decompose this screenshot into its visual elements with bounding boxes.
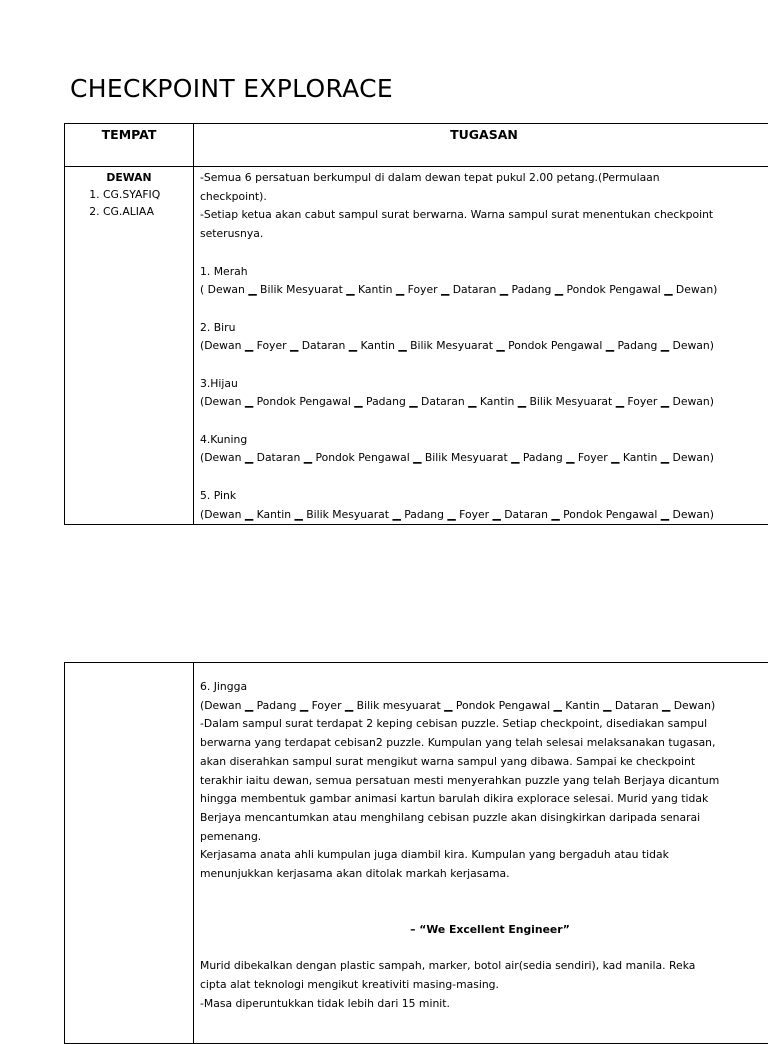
checkpoint-table — [64, 123, 768, 525]
route-label: 1. Merah — [200, 263, 768, 282]
paragraph-line: Berjaya mencantumkan atau menghilang cebisan puzzle akan disingkirkan daripada senarai — [200, 809, 768, 828]
paragraph-line: terakhir iaitu dewan, semua persatuan mesti menyerahkan puzzle yang telah Berjaya dicantum — [200, 772, 768, 791]
tempat-cell-empty — [65, 663, 194, 1044]
table-row — [65, 663, 768, 1044]
intro-line: seterusnya. — [200, 225, 768, 244]
paragraph-line: Kerjasama anata ahli kumpulan juga diambil kira. Kumpulan yang bergaduh atau tidak — [200, 846, 768, 865]
header-tempat: TEMPAT — [65, 124, 194, 167]
tempat-name: DEWAN — [65, 170, 193, 186]
intro-line: -Setiap ketua akan cabut sampul surat berwarna. Warna sampul surat menentukan checkpoint — [200, 206, 768, 225]
route-label: 6. Jingga — [200, 678, 768, 697]
person-item: 1. CG.SYAFIQ — [103, 186, 193, 203]
route-path: (Dewan ▁ Pondok Pengawal ▁ Padang ▁ Dataran ▁ Kantin ▁ Bilik Mesyuarat ▁ Foyer ▁ Dewan) — [200, 393, 768, 412]
route-path: (Dewan ▁ Padang ▁ Foyer ▁ Bilik mesyuarat ▁ Pondok Pengawal ▁ Kantin ▁ Dataran ▁ Dewan) — [200, 697, 768, 716]
paragraph-line: hingga membentuk gambar animasi kartun barulah dikira explorace selesai. Murid yang tidak — [200, 790, 768, 809]
tempat-cell — [65, 167, 194, 525]
paragraph-line: -Masa diperuntukkan tidak lebih dari 15 minit. — [200, 995, 768, 1014]
route-path: (Dewan ▁ Kantin ▁ Bilik Mesyuarat ▁ Padang ▁ Foyer ▁ Dataran ▁ Pondok Pengawal ▁ Dewan) — [200, 506, 768, 525]
intro-line: -Semua 6 persatuan berkumpul di dalam dewan tepat pukul 2.00 petang.(Permulaan — [200, 169, 768, 188]
document-title: CHECKPOINT EXPLORACE — [70, 74, 393, 103]
paragraph-line: berwarna yang terdapat cebisan2 puzzle. Kumpulan yang telah selesai melaksanakan tugasan, — [200, 734, 768, 753]
checkpoint-table-continued — [64, 662, 768, 1044]
section-heading: – “We Excellent Engineer” — [200, 921, 768, 940]
people-list — [65, 186, 193, 220]
tugasan-cell — [194, 167, 768, 525]
intro-line: checkpoint). — [200, 188, 768, 207]
route-path: (Dewan ▁ Dataran ▁ Pondok Pengawal ▁ Bilik Mesyuarat ▁ Padang ▁ Foyer ▁ Kantin ▁ Dewan) — [200, 449, 768, 468]
table-row — [65, 167, 768, 525]
person-item: 2. CG.ALIAA — [103, 203, 193, 220]
route-label: 4.Kuning — [200, 431, 768, 450]
paragraph-line: Murid dibekalkan dengan plastic sampah, marker, botol air(sedia sendiri), kad manila. Reka — [200, 957, 768, 976]
route-path: ( Dewan ▁ Bilik Mesyuarat ▁ Kantin ▁ Foyer ▁ Dataran ▁ Padang ▁ Pondok Pengawal ▁ Dewan) — [200, 281, 768, 300]
paragraph-line: cipta alat teknologi mengikut kreativiti masing-masing. — [200, 976, 768, 995]
route-label: 5. Pink — [200, 487, 768, 506]
route-path: (Dewan ▁ Foyer ▁ Dataran ▁ Kantin ▁ Bilik Mesyuarat ▁ Pondok Pengawal ▁ Padang ▁ Dewan) — [200, 337, 768, 356]
header-tugasan: TUGASAN — [194, 124, 768, 167]
table-header-row — [65, 124, 768, 167]
route-label: 2. Biru — [200, 319, 768, 338]
paragraph-line: pemenang. — [200, 828, 768, 847]
tugasan-cell — [194, 663, 768, 1044]
paragraph-line: menunjukkan kerjasama akan ditolak markah kerjasama. — [200, 865, 768, 884]
paragraph-line: -Dalam sampul surat terdapat 2 keping cebisan puzzle. Setiap checkpoint, disediakan sampul — [200, 715, 768, 734]
route-label: 3.Hijau — [200, 375, 768, 394]
paragraph-line: akan diserahkan sampul surat mengikut warna sampul yang dibawa. Sampai ke checkpoint — [200, 753, 768, 772]
